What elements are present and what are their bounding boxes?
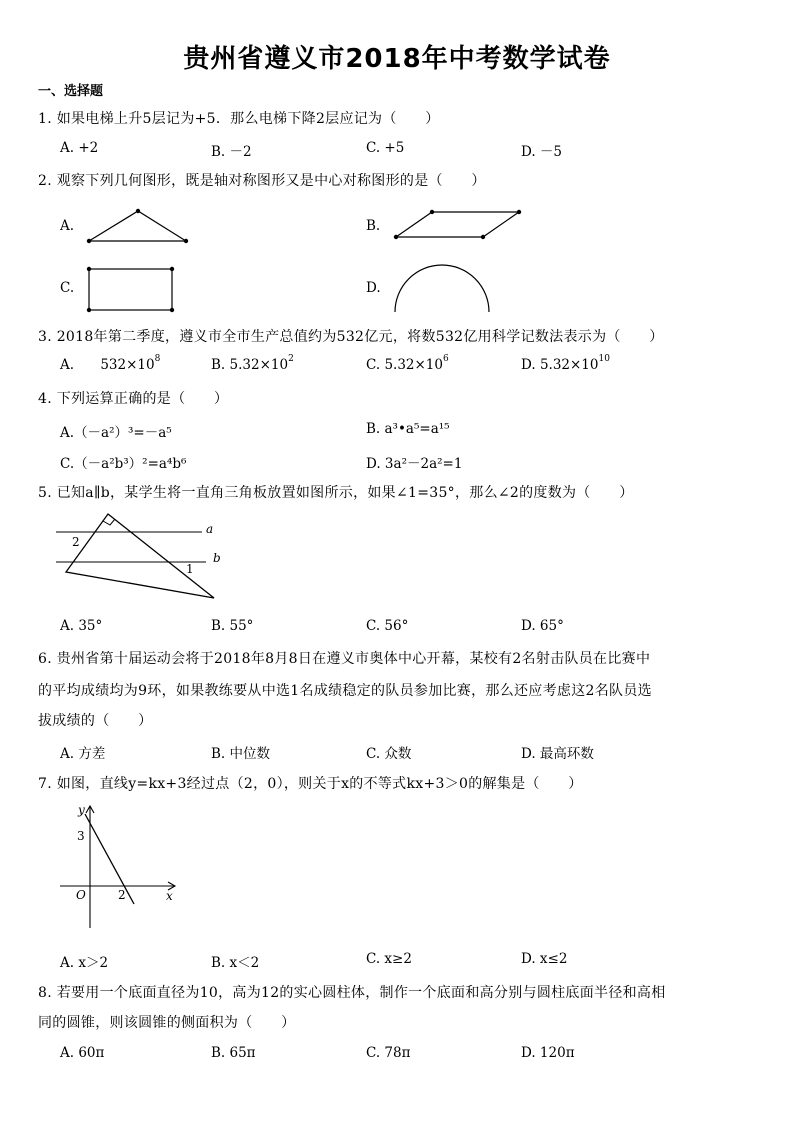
q3-option-c[interactable] bbox=[366, 354, 449, 373]
q4-option-d[interactable]: D. 3a²－2a²=1 bbox=[366, 456, 463, 472]
q5-label-b: b bbox=[213, 551, 221, 565]
q3-option-d-prefix: D. bbox=[521, 357, 536, 373]
q5-triangle bbox=[66, 514, 214, 598]
q5-option-a[interactable]: A. 35° bbox=[60, 618, 103, 634]
q6-stem-line-1: 6. 贵州省第十届运动会将于2018年8月8日在遵义市奥体中心开幕，某校有2名射击队员在比赛中 bbox=[38, 651, 651, 667]
q2-stem: 2. 观察下列几何图形，既是轴对称图形又是中心对称图形的是（ ） bbox=[38, 173, 486, 189]
q3-option-b[interactable] bbox=[211, 354, 294, 373]
q3-option-a[interactable] bbox=[60, 354, 161, 373]
q7-x-intercept-label: 2 bbox=[118, 888, 126, 902]
q3-option-b-exp: 2 bbox=[288, 354, 294, 364]
q7-x-label: x bbox=[166, 889, 173, 903]
q5-label-angle-1: 1 bbox=[186, 562, 194, 576]
q1-stem: 1. 如果电梯上升5层记为+5．那么电梯下降2层应记为（ ） bbox=[38, 111, 440, 127]
q8-option-c[interactable]: C. 78π bbox=[366, 1045, 411, 1061]
q3-option-a-prefix: A. bbox=[60, 357, 75, 373]
q5-figure bbox=[56, 510, 226, 602]
q3-option-c-prefix: C. bbox=[366, 357, 381, 373]
q3-option-b-base: 5.32×10 bbox=[229, 357, 289, 373]
q7-y-label: y bbox=[78, 803, 85, 817]
q2-option-b-parallelogram bbox=[393, 209, 523, 241]
q6-option-c[interactable]: C. 众数 bbox=[366, 746, 412, 762]
q1-option-b[interactable]: B. －2 bbox=[211, 144, 252, 160]
q5-option-d[interactable]: D. 65° bbox=[521, 618, 564, 634]
q6-option-a[interactable]: A. 方差 bbox=[60, 746, 106, 762]
q8-stem-line-1: 8. 若要用一个底面直径为10，高为12的实心圆柱体，制作一个底面和高分别与圆柱底面半径和高相 bbox=[38, 985, 666, 1001]
q2-option-c-label[interactable]: C. bbox=[60, 280, 75, 296]
page-title: 贵州省遵义市2018年中考数学试卷 bbox=[183, 44, 611, 74]
q1-option-a[interactable]: A. +2 bbox=[60, 140, 99, 156]
q8-option-a[interactable]: A. 60π bbox=[60, 1045, 105, 1061]
q6-stem-line-2: 的平均成绩均为9环，如果教练要从中选1名成绩稳定的队员参加比赛，那么还应考虑这2名队员选 bbox=[38, 683, 652, 699]
q5-label-angle-2: 2 bbox=[72, 535, 80, 549]
q3-option-d-exp: 10 bbox=[598, 354, 610, 364]
q5-option-c[interactable]: C. 56° bbox=[366, 618, 409, 634]
section-heading: 一、选择题 bbox=[38, 84, 104, 99]
q7-stem: 7. 如图，直线y=kx+3经过点（2，0），则关于x的不等式kx+3＞0的解集是（ ） bbox=[38, 776, 583, 792]
q6-stem-line-3: 拔成绩的（ ） bbox=[38, 713, 153, 729]
q7-graph bbox=[58, 800, 188, 932]
q3-option-d-base: 5.32×10 bbox=[539, 357, 599, 373]
q3-stem: 3. 2018年第二季度，遵义市全市生产总值约为532亿元，将数532亿用科学记数法表示为（ ） bbox=[38, 329, 664, 345]
q8-stem-line-2: 同的圆锥，则该圆锥的侧面积为（ ） bbox=[38, 1015, 296, 1031]
q2-option-a-label[interactable]: A. bbox=[60, 218, 75, 234]
q7-line bbox=[85, 814, 134, 904]
q3-option-a-base: 532×10 bbox=[100, 357, 155, 373]
q3-option-d[interactable] bbox=[521, 354, 610, 373]
q6-option-b[interactable]: B. 中位数 bbox=[211, 746, 271, 762]
q7-option-c[interactable]: C. x≥2 bbox=[366, 951, 412, 967]
q2-option-b-label[interactable]: B. bbox=[366, 218, 381, 234]
q2-option-d-semicircle bbox=[393, 262, 493, 314]
q2-option-d-label[interactable]: D. bbox=[366, 280, 381, 296]
q7-y-intercept-label: 3 bbox=[77, 829, 85, 843]
q4-option-a[interactable]: A.（－a²）³=－a⁵ bbox=[60, 425, 172, 441]
q1-option-c[interactable]: C. +5 bbox=[366, 140, 405, 156]
q4-option-b[interactable]: B. a³•a⁵=a¹⁵ bbox=[366, 421, 450, 437]
q8-option-b[interactable]: B. 65π bbox=[211, 1045, 256, 1061]
q4-stem: 4. 下列运算正确的是（ ） bbox=[38, 391, 229, 407]
q7-option-a[interactable]: A. x＞2 bbox=[60, 955, 109, 971]
q3-option-c-exp: 6 bbox=[443, 354, 449, 364]
q5-option-b[interactable]: B. 55° bbox=[211, 618, 254, 634]
q3-option-b-prefix: B. bbox=[211, 357, 226, 373]
q7-option-b[interactable]: B. x＜2 bbox=[211, 955, 260, 971]
q7-option-d[interactable]: D. x≤2 bbox=[521, 951, 568, 967]
q5-right-angle-mark bbox=[103, 519, 115, 525]
q6-option-d[interactable]: D. 最高环数 bbox=[521, 746, 594, 762]
q2-option-a-triangle bbox=[86, 208, 190, 244]
q7-origin-label: O bbox=[76, 888, 86, 902]
q5-stem: 5. 已知a∥b，某学生将一直角三角板放置如图所示，如果∠1=35°，那么∠2的度数为（ ） bbox=[38, 485, 634, 501]
q2-option-c-rectangle bbox=[86, 266, 176, 314]
q5-label-a: a bbox=[206, 522, 214, 536]
q8-option-d[interactable]: D. 120π bbox=[521, 1045, 575, 1061]
q3-option-c-base: 5.32×10 bbox=[384, 357, 443, 373]
q1-option-d[interactable]: D. －5 bbox=[521, 144, 563, 160]
q4-option-c[interactable]: C.（－a²b³）²=a⁴b⁶ bbox=[60, 456, 187, 472]
q3-option-a-exp: 8 bbox=[154, 354, 161, 364]
